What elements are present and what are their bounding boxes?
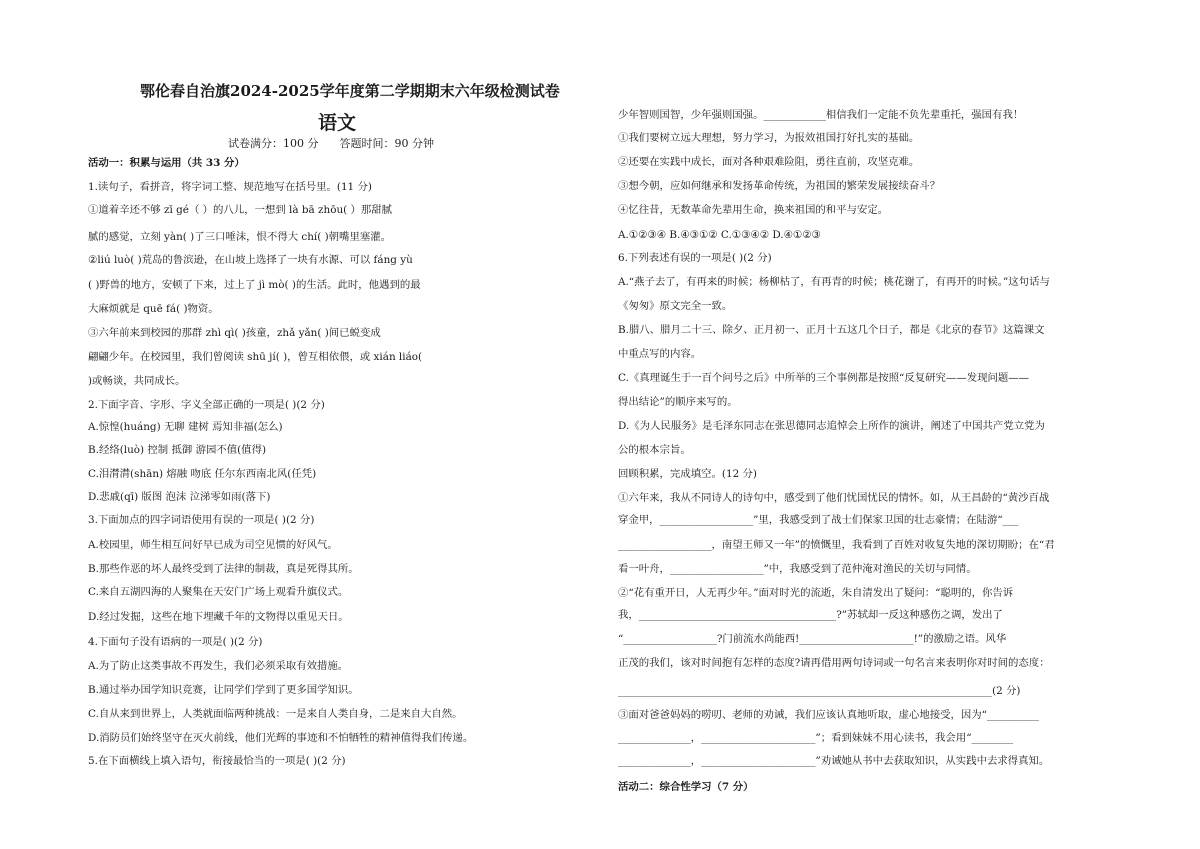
right-text-line: 6.下列表述有误的一项是( )(2 分): [618, 252, 772, 264]
left-text-line: 4.下面句子没有语病的一项是( )(2 分): [88, 636, 263, 648]
right-text-line: ③面对爸爸妈妈的唠叨、老师的劝诫，我们应该认真地听取，虚心地接受，因为“__________: [618, 709, 1039, 721]
left-text-line: B.通过举办国学知识竞赛，让同学们学到了更多国学知识。: [88, 684, 359, 696]
left-text-line: D.经过发掘，这些在地下埋藏千年的文物得以重见天日。: [88, 611, 349, 623]
left-text-line: B.那些作恶的坏人最终受到了法律的制裁，真是死得其所。: [88, 563, 359, 575]
right-text-line: 回顾积累，完成填空。(12 分): [618, 468, 757, 480]
left-text-line: D.悲戚(qī) 版图 泡沫 泣涕零如雨(落下): [88, 491, 271, 503]
right-text-line: 中重点写的内容。: [618, 348, 702, 360]
left-text-line: 活动一：积累与运用（共 33 分）: [88, 157, 245, 169]
left-text-line: 翩翩少年。在校园里，我们曾阅读 shū jí( )，曾互相依偎，或 xián liáo(: [88, 351, 423, 363]
left-text-line: ①道着辛还不够 zī gé（ ）的八儿，一想到 là bā zhōu( ）那甜腻: [88, 204, 393, 216]
right-text-line: 少年智则国智，少年强则国强。____________相信我们一定能不负先辈重托，强国有我！: [618, 109, 1024, 121]
right-text-line: ③想今朝，应如何继承和发扬革命传统，为祖国的繁荣发展接续奋斗？: [618, 180, 941, 192]
right-text-line: 公的根本宗旨。: [618, 444, 691, 456]
right-text-line: 正茂的我们，该对时间抱有怎样的态度?请再借用两句诗词或一句名言来表明你对时间的态度：: [618, 657, 1050, 669]
right-text-line: “__________________?门前流水尚能西!______________________!”的激励之语。风华: [618, 633, 1007, 645]
left-text-line: C.来自五湖四海的人聚集在天安门广场上观看升旗仪式。: [88, 586, 349, 598]
exam-meta: 试卷满分：100 分 答题时间：90 分钟: [228, 137, 434, 150]
right-text-line: ②还要在实践中成长，面对各种艰难险阻，勇往直前，攻坚克难。: [618, 156, 920, 168]
right-text-line: 得出结论”的顺序来写的。: [618, 396, 738, 408]
left-text-line: 1.读句子，看拼音，将字词工整、规范地写在括号里。(11 分): [88, 181, 372, 193]
right-text-line: 穿金甲，__________________”里，我感受到了战士们保家卫国的壮志豪情；在陆游“___: [618, 514, 1019, 526]
right-text-line: ______________，______________________”劝诫她从书中去获取知识，从实践中去求得真知。: [618, 755, 1050, 767]
right-text-line: ________________________________________________________________________(2 分): [618, 685, 1021, 697]
left-text-line: 大麻烦就是 quē fá( )物资。: [88, 303, 219, 315]
right-text-line: B.腊八、腊月二十三、除夕、正月初一、正月十五这几个日子，都是《北京的春节》这篇课文: [618, 324, 1045, 336]
right-text-line: ④忆往昔，无数革命先辈用生命，换来祖国的和平与安定。: [618, 204, 889, 216]
title: 鄂伦春自治旗2024-2025学年度第二学期期末六年级检测试卷: [140, 82, 560, 100]
right-text-line: ①我们要树立远大理想，努力学习，为报效祖国打好扎实的基础。: [618, 132, 920, 144]
right-text-line: 看一叶舟，__________________”中，我感受到了范仲淹对渔民的关切与同情。: [618, 563, 977, 575]
right-text-line: 活动二：综合性学习（7 分）: [618, 781, 754, 793]
left-text-line: D.消防员们始终坚守在灭火前线，他们光辉的事迹和不怕牺牲的精神值得我们传递。: [88, 732, 474, 744]
left-text-line: 腻的感觉，立刻 yàn( )了三口唾沫，恨不得大 chí( )朝嘴里塞灌。: [88, 231, 392, 243]
left-text-line: )或畅谈，共同成长。: [88, 375, 186, 387]
subject-title: 语文: [318, 112, 357, 134]
left-text-line: C.泪潸潸(shān) 熔融 吻底 任尔东西南北风(任凭): [88, 468, 317, 480]
right-text-line: __________________，南望王师又一年”的愤慨里，我看到了百姓对收复失地的深切期盼；在“君: [618, 539, 1055, 551]
left-text-line: 3.下面加点的四字词语使用有误的一项是( )(2 分): [88, 514, 315, 526]
left-text-line: ③六年前来到校园的那群 zhì qì( )孩童，zhǎ yǎn( )间已蜕变成: [88, 327, 381, 339]
left-text-line: 5.在下面横线上填入语句，衔接最恰当的一项是( )(2 分): [88, 755, 346, 767]
left-text-line: 2.下面字音、字形、字义全部正确的一项是( )(2 分): [88, 399, 325, 411]
left-text-line: A.校园里，师生相互问好早已成为司空见惯的好风气。: [88, 539, 338, 551]
right-text-line: C.《真理诞生于一百个问号之后》中所举的三个事例都是按照“反复研究——发现问题——: [618, 372, 1030, 384]
left-text-line: ②liú luò( )荒岛的鲁滨逊，在山坡上选择了一块有水源、可以 fáng yù: [88, 254, 413, 266]
right-text-line: A.“燕子去了，有再来的时候；杨柳枯了，有再青的时候；桃花谢了，有再开的时候。”这句话与: [618, 276, 1050, 288]
right-text-line: 《匆匆》原文完全一致。: [618, 300, 733, 312]
right-text-line: A.①②③④ B.④③①② C.①③④② D.④①②③: [618, 229, 821, 241]
right-text-line: ______________，______________________”；看到妹妹不用心读书，我会用“________: [618, 732, 1014, 744]
left-text-line: B.经络(luò) 控制 抵御 游园不值(值得): [88, 444, 267, 456]
left-text-line: ( )野兽的地方，安顿了下来，过上了 jì mò( )的生活。此时，他遇到的最: [88, 279, 421, 291]
left-text-line: A.惊惶(huáng) 无聊 建树 焉知非福(怎么): [88, 421, 283, 433]
right-text-line: D.《为人民服务》是毛泽东同志在张思德同志追悼会上所作的演讲，阐述了中国共产党立党为: [618, 420, 1045, 432]
right-text-line: 我，______________________________________?”苏轼却一反这种感伤之调，发出了: [618, 609, 1003, 621]
left-text-line: C.自从来到世界上，人类就面临两种挑战：一是来自人类自身，二是来自大自然。: [88, 708, 463, 720]
left-text-line: A.为了防止这类事故不再发生，我们必须采取有效措施。: [88, 660, 349, 672]
right-text-line: ①六年来，我从不同诗人的诗句中，感受到了他们忧国忧民的情怀。如，从王昌龄的“黄沙百战: [618, 492, 1050, 504]
right-text-line: ②“花有重开日，人无再少年。”面对时光的流逝，朱自清发出了疑问：“聪明的，你告诉: [618, 587, 1014, 599]
